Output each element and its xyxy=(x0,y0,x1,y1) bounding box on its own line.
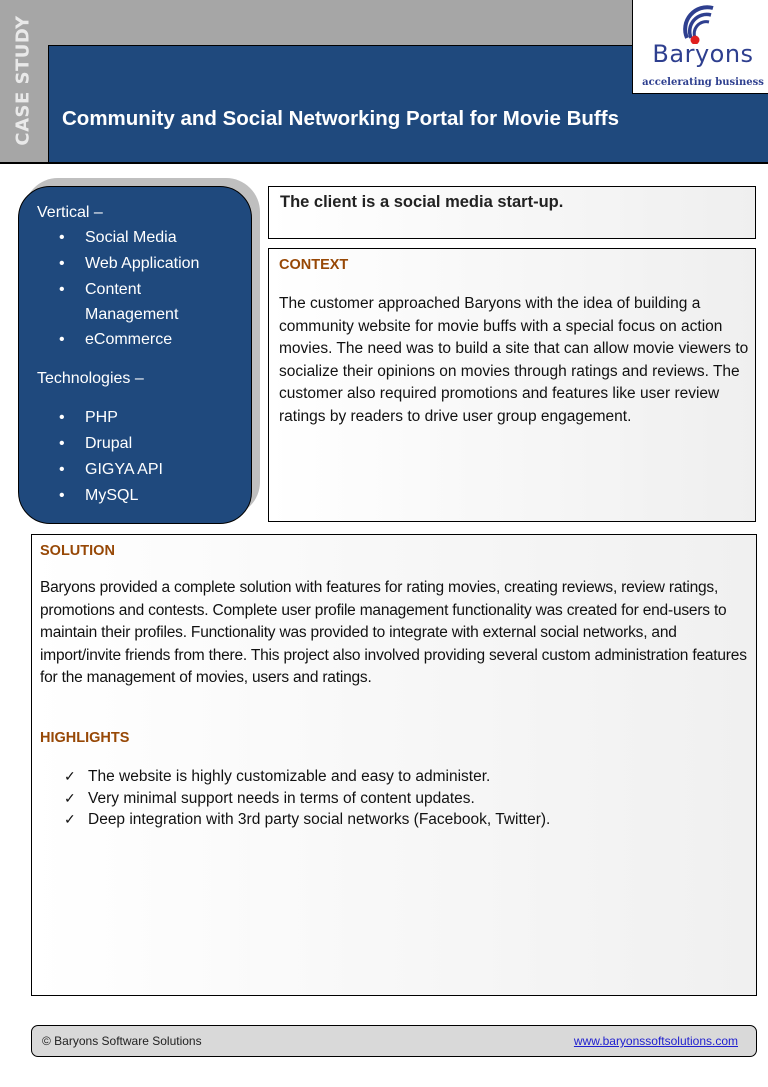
highlight-text: Very minimal support needs in terms of content updates. xyxy=(88,789,475,807)
technology-item: • PHP xyxy=(59,405,229,431)
solution-label: SOLUTION xyxy=(40,543,115,559)
company-logo xyxy=(632,0,768,94)
website-link[interactable]: www.baryonssoftsolutions.com xyxy=(573,1034,738,1048)
vertical-item: • eCommerce xyxy=(59,327,229,353)
highlight-item xyxy=(64,809,550,831)
context-label: CONTEXT xyxy=(279,257,349,273)
highlight-text: The website is highly customizable and easy to administer. xyxy=(88,768,491,785)
context-body: The customer approached Baryons with the idea of building a community website for movie buffs with a special focus on action movies. The need was to build a site that can allow movie viewers to socialize their opinions on movies through ratings and reviews. The customer also required promotions and features like user review ratings by readers to drive user group engagement. xyxy=(279,295,749,425)
vertical-item: • Content Management xyxy=(59,277,209,327)
case-study-label xyxy=(3,0,43,160)
page-title: Community and Social Networking Portal for Movie Buffs xyxy=(62,107,619,130)
technology-item: • MySQL xyxy=(59,483,229,509)
technology-item: • GIGYA API xyxy=(59,457,229,483)
highlight-text: Deep integration with 3rd party social networks (Facebook, Twitter). xyxy=(88,811,551,828)
highlights-list xyxy=(64,766,550,831)
client-summary-box xyxy=(268,186,756,239)
highlight-item xyxy=(64,766,550,788)
case-study-text: CASE STUDY xyxy=(12,14,34,146)
vertical-item: • Web Application xyxy=(59,251,229,277)
check-icon: ✓ xyxy=(64,768,76,784)
technologies-list xyxy=(59,405,229,509)
solution-section xyxy=(31,534,757,996)
footer xyxy=(31,1025,757,1057)
logo-name: Baryons xyxy=(652,40,754,68)
context-section xyxy=(268,248,756,522)
highlight-item xyxy=(64,788,550,810)
sidebar-panel xyxy=(18,186,252,524)
footer-copyright: © Baryons Software Solutions xyxy=(42,1034,202,1048)
logo-tagline: accelerating business xyxy=(642,77,764,88)
client-summary: The client is a social media start-up. xyxy=(280,193,564,211)
check-icon: ✓ xyxy=(64,789,76,806)
vertical-item: • Social Media xyxy=(59,225,229,251)
signal-waves-icon xyxy=(673,4,733,44)
header-divider xyxy=(0,162,768,164)
check-icon: ✓ xyxy=(64,811,76,827)
solution-body: Baryons provided a complete solution with features for rating movies, creating reviews, review ratings, promotions and contests. Complete user profile management functionality was created for end-users to maintain their profiles. Functionality was provided to integrate with external social networks, and import/invite friends from there. This project also involved providing several custom administration features for the management of movies, users and ratings. xyxy=(40,579,747,686)
technology-item: • Drupal xyxy=(59,431,229,457)
technologies-heading: Technologies – xyxy=(37,370,144,387)
vertical-list xyxy=(59,225,229,353)
highlights-label: HIGHLIGHTS xyxy=(40,730,130,746)
vertical-heading: Vertical – xyxy=(37,204,103,221)
